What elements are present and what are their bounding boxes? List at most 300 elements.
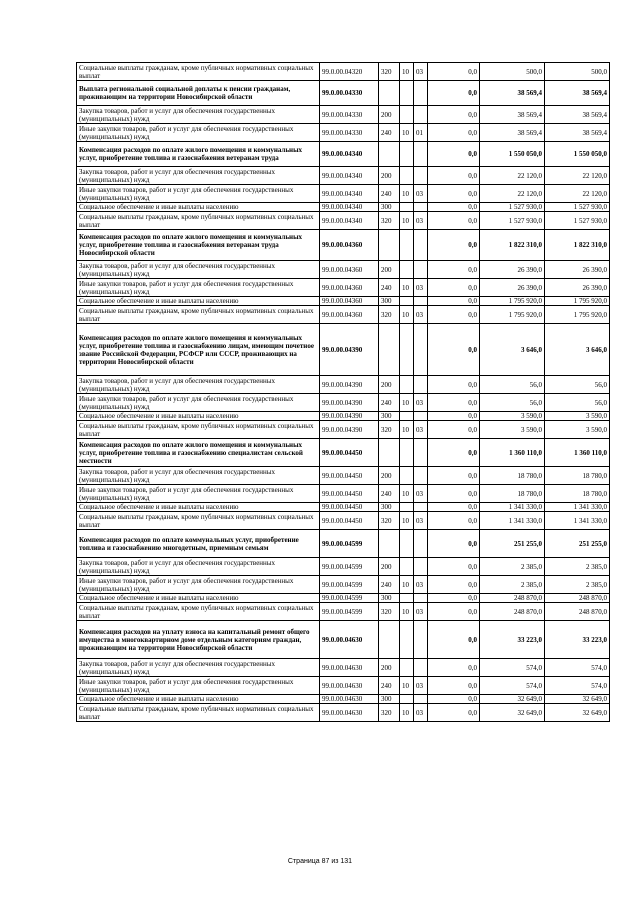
row-subsection — [414, 324, 428, 376]
table-row — [77, 106, 610, 124]
row-value-2: 574,0 — [480, 659, 545, 677]
row-expense-type: 240 — [379, 677, 400, 695]
row-value-3: 38 569,4 — [545, 106, 610, 124]
row-value-2: 32 649,0 — [480, 704, 545, 722]
row-expense-type: 300 — [379, 503, 400, 512]
row-code: 99.0.00.04320 — [320, 63, 379, 81]
row-value-2: 18 780,0 — [480, 485, 545, 503]
row-value-1: 0,0 — [428, 621, 480, 659]
row-section — [400, 142, 414, 167]
row-value-3: 26 390,0 — [545, 279, 610, 297]
row-code: 99.0.00.04340 — [320, 142, 379, 167]
row-value-2: 38 569,4 — [480, 124, 545, 142]
row-value-3: 22 120,0 — [545, 167, 610, 185]
row-value-1: 0,0 — [428, 594, 480, 603]
row-code: 99.0.00.04360 — [320, 261, 379, 279]
row-section — [400, 376, 414, 394]
row-value-3: 248 870,0 — [545, 594, 610, 603]
row-code: 99.0.00.04340 — [320, 167, 379, 185]
row-code: 99.0.00.04450 — [320, 512, 379, 530]
row-value-3: 38 569,4 — [545, 81, 610, 106]
row-section: 10 — [400, 421, 414, 439]
row-expense-type — [379, 142, 400, 167]
row-expense-type: 200 — [379, 558, 400, 576]
row-value-3: 3 590,0 — [545, 421, 610, 439]
row-expense-type: 320 — [379, 421, 400, 439]
row-expense-type: 240 — [379, 185, 400, 203]
table-row — [77, 503, 610, 512]
row-subsection — [414, 412, 428, 421]
row-section: 10 — [400, 124, 414, 142]
row-code: 99.0.00.04360 — [320, 297, 379, 306]
row-code: 99.0.00.04390 — [320, 376, 379, 394]
row-value-1: 0,0 — [428, 659, 480, 677]
row-value-3: 2 385,0 — [545, 558, 610, 576]
table-row — [77, 621, 610, 659]
row-expense-type: 300 — [379, 594, 400, 603]
row-value-3: 38 569,4 — [545, 124, 610, 142]
row-code: 99.0.00.04340 — [320, 185, 379, 203]
row-name: Иные закупки товаров, работ и услуг для обеспечения государственных (муниципальных) нужд — [77, 576, 320, 594]
row-subsection: 03 — [414, 512, 428, 530]
table-row — [77, 558, 610, 576]
row-code: 99.0.00.04599 — [320, 530, 379, 558]
row-value-1: 0,0 — [428, 212, 480, 230]
row-name: Закупка товаров, работ и услуг для обеспечения государственных (муниципальных) нужд — [77, 659, 320, 677]
row-expense-type — [379, 530, 400, 558]
row-section — [400, 297, 414, 306]
row-subsection — [414, 621, 428, 659]
row-value-1: 0,0 — [428, 185, 480, 203]
row-subsection — [414, 695, 428, 704]
row-section: 10 — [400, 212, 414, 230]
row-section: 10 — [400, 279, 414, 297]
page-number: Страница 87 из 131 — [287, 858, 353, 865]
row-expense-type: 200 — [379, 167, 400, 185]
row-section — [400, 558, 414, 576]
row-code: 99.0.00.04599 — [320, 603, 379, 621]
row-value-3: 248 870,0 — [545, 603, 610, 621]
row-code: 99.0.00.04360 — [320, 279, 379, 297]
row-value-2: 1 822 310,0 — [480, 230, 545, 261]
row-name: Выплата региональной социальной доплаты к пенсии гражданам, проживающим на территории Новосибирской области — [77, 81, 320, 106]
row-section — [400, 203, 414, 212]
row-code: 99.0.00.04630 — [320, 621, 379, 659]
row-section: 10 — [400, 576, 414, 594]
table-row — [77, 594, 610, 603]
row-code: 99.0.00.04340 — [320, 212, 379, 230]
row-value-3: 56,0 — [545, 376, 610, 394]
row-section — [400, 695, 414, 704]
row-section: 10 — [400, 185, 414, 203]
row-subsection: 03 — [414, 212, 428, 230]
row-value-2: 1 360 110,0 — [480, 439, 545, 467]
row-subsection: 03 — [414, 394, 428, 412]
row-name: Закупка товаров, работ и услуг для обеспечения государственных (муниципальных) нужд — [77, 261, 320, 279]
row-value-3: 1 527 930,0 — [545, 203, 610, 212]
table-body — [77, 63, 610, 722]
row-name: Иные закупки товаров, работ и услуг для обеспечения государственных (муниципальных) нужд — [77, 124, 320, 142]
row-value-2: 3 590,0 — [480, 421, 545, 439]
row-subsection — [414, 376, 428, 394]
row-name: Социальные выплаты гражданам, кроме публичных нормативных социальных выплат — [77, 212, 320, 230]
row-section — [400, 594, 414, 603]
table-row — [77, 306, 610, 324]
row-subsection: 03 — [414, 63, 428, 81]
row-code: 99.0.00.04630 — [320, 695, 379, 704]
row-code: 99.0.00.04630 — [320, 704, 379, 722]
table-row — [77, 677, 610, 695]
row-subsection — [414, 297, 428, 306]
row-subsection: 03 — [414, 576, 428, 594]
row-value-2: 22 120,0 — [480, 185, 545, 203]
row-name: Компенсация расходов по оплате жилого помещения и коммунальных услуг, приобретение топлива и газоснабжению лицам, имеющим почетное звание Российской Федерации, РСФСР или СССР, проживающих на территории Новосибирской области — [77, 324, 320, 376]
row-value-3: 251 255,0 — [545, 530, 610, 558]
table-row — [77, 279, 610, 297]
row-value-1: 0,0 — [428, 261, 480, 279]
row-expense-type: 320 — [379, 306, 400, 324]
row-code: 99.0.00.04630 — [320, 677, 379, 695]
row-subsection — [414, 106, 428, 124]
row-subsection: 03 — [414, 185, 428, 203]
row-code: 99.0.00.04450 — [320, 467, 379, 485]
row-section — [400, 503, 414, 512]
row-value-3: 574,0 — [545, 659, 610, 677]
row-code: 99.0.00.04599 — [320, 594, 379, 603]
row-name: Закупка товаров, работ и услуг для обеспечения государственных (муниципальных) нужд — [77, 467, 320, 485]
table-row — [77, 124, 610, 142]
row-expense-type: 200 — [379, 467, 400, 485]
row-name: Иные закупки товаров, работ и услуг для обеспечения государственных (муниципальных) нужд — [77, 279, 320, 297]
row-code: 99.0.00.04599 — [320, 576, 379, 594]
row-subsection — [414, 594, 428, 603]
row-section — [400, 659, 414, 677]
row-value-1: 0,0 — [428, 279, 480, 297]
row-section — [400, 324, 414, 376]
row-name: Социальные выплаты гражданам, кроме публичных нормативных социальных выплат — [77, 603, 320, 621]
table-row — [77, 167, 610, 185]
table-row — [77, 659, 610, 677]
row-expense-type: 300 — [379, 297, 400, 306]
budget-table — [76, 62, 610, 722]
row-expense-type: 200 — [379, 106, 400, 124]
row-section: 10 — [400, 63, 414, 81]
table-row — [77, 695, 610, 704]
row-subsection — [414, 203, 428, 212]
row-section — [400, 261, 414, 279]
row-subsection — [414, 503, 428, 512]
row-section — [400, 106, 414, 124]
row-value-2: 500,0 — [480, 63, 545, 81]
row-value-1: 0,0 — [428, 485, 480, 503]
row-value-2: 248 870,0 — [480, 594, 545, 603]
row-code: 99.0.00.04360 — [320, 230, 379, 261]
row-expense-type — [379, 230, 400, 261]
row-code: 99.0.00.04630 — [320, 659, 379, 677]
row-expense-type: 200 — [379, 376, 400, 394]
row-value-1: 0,0 — [428, 394, 480, 412]
row-name: Иные закупки товаров, работ и услуг для обеспечения государственных (муниципальных) нужд — [77, 677, 320, 695]
table-row — [77, 142, 610, 167]
row-value-3: 1 341 330,0 — [545, 503, 610, 512]
table-row — [77, 421, 610, 439]
row-name: Социальные выплаты гражданам, кроме публичных нормативных социальных выплат — [77, 421, 320, 439]
row-expense-type: 320 — [379, 704, 400, 722]
table-row — [77, 412, 610, 421]
row-value-2: 574,0 — [480, 677, 545, 695]
row-code: 99.0.00.04330 — [320, 106, 379, 124]
table-row — [77, 485, 610, 503]
row-value-3: 500,0 — [545, 63, 610, 81]
row-name: Социальное обеспечение и иные выплаты населению — [77, 203, 320, 212]
row-code: 99.0.00.04330 — [320, 81, 379, 106]
row-value-2: 1 550 050,0 — [480, 142, 545, 167]
row-subsection: 03 — [414, 704, 428, 722]
table-row — [77, 467, 610, 485]
row-name: Компенсация расходов по оплате жилого помещения и коммунальных услуг, приобретение топлива и газоснабжению специалистам сельской местности — [77, 439, 320, 467]
row-value-1: 0,0 — [428, 503, 480, 512]
row-code: 99.0.00.04450 — [320, 503, 379, 512]
table-row — [77, 212, 610, 230]
row-name: Закупка товаров, работ и услуг для обеспечения государственных (муниципальных) нужд — [77, 167, 320, 185]
row-value-1: 0,0 — [428, 512, 480, 530]
row-value-2: 56,0 — [480, 394, 545, 412]
row-expense-type: 240 — [379, 394, 400, 412]
row-value-1: 0,0 — [428, 467, 480, 485]
row-subsection — [414, 558, 428, 576]
row-value-2: 2 385,0 — [480, 576, 545, 594]
row-name: Иные закупки товаров, работ и услуг для обеспечения государственных (муниципальных) нужд — [77, 394, 320, 412]
row-value-1: 0,0 — [428, 306, 480, 324]
row-value-2: 1 795 920,0 — [480, 297, 545, 306]
row-name: Закупка товаров, работ и услуг для обеспечения государственных (муниципальных) нужд — [77, 376, 320, 394]
row-subsection: 03 — [414, 603, 428, 621]
row-name: Закупка товаров, работ и услуг для обеспечения государственных (муниципальных) нужд — [77, 558, 320, 576]
row-name: Социальные выплаты гражданам, кроме публичных нормативных социальных выплат — [77, 63, 320, 81]
row-expense-type: 320 — [379, 63, 400, 81]
row-value-1: 0,0 — [428, 677, 480, 695]
row-section — [400, 467, 414, 485]
row-section — [400, 81, 414, 106]
row-value-2: 251 255,0 — [480, 530, 545, 558]
row-code: 99.0.00.04450 — [320, 439, 379, 467]
row-section — [400, 530, 414, 558]
row-section: 10 — [400, 704, 414, 722]
table-row — [77, 261, 610, 279]
table-row — [77, 439, 610, 467]
row-value-3: 1 550 050,0 — [545, 142, 610, 167]
row-section: 10 — [400, 512, 414, 530]
table-row — [77, 63, 610, 81]
row-code: 99.0.00.04390 — [320, 394, 379, 412]
row-value-2: 1 795 920,0 — [480, 306, 545, 324]
row-value-3: 574,0 — [545, 677, 610, 695]
row-name: Социальное обеспечение и иные выплаты населению — [77, 695, 320, 704]
row-expense-type: 320 — [379, 212, 400, 230]
table-row — [77, 603, 610, 621]
row-value-2: 26 390,0 — [480, 279, 545, 297]
row-value-1: 0,0 — [428, 324, 480, 376]
row-value-3: 1 527 930,0 — [545, 212, 610, 230]
row-name: Иные закупки товаров, работ и услуг для обеспечения государственных (муниципальных) нужд — [77, 485, 320, 503]
row-expense-type: 200 — [379, 659, 400, 677]
row-value-3: 32 649,0 — [545, 704, 610, 722]
row-value-2: 1 341 330,0 — [480, 503, 545, 512]
row-code: 99.0.00.04390 — [320, 412, 379, 421]
row-expense-type: 300 — [379, 695, 400, 704]
row-value-2: 22 120,0 — [480, 167, 545, 185]
row-code: 99.0.00.04360 — [320, 306, 379, 324]
row-code: 99.0.00.04599 — [320, 558, 379, 576]
row-code: 99.0.00.04390 — [320, 421, 379, 439]
row-value-1: 0,0 — [428, 376, 480, 394]
table-row — [77, 203, 610, 212]
row-value-2: 18 780,0 — [480, 467, 545, 485]
row-name: Социальное обеспечение и иные выплаты населению — [77, 412, 320, 421]
table-row — [77, 81, 610, 106]
row-value-3: 1 360 110,0 — [545, 439, 610, 467]
row-value-3: 26 390,0 — [545, 261, 610, 279]
row-value-3: 1 822 310,0 — [545, 230, 610, 261]
table-row — [77, 185, 610, 203]
row-value-2: 3 646,0 — [480, 324, 545, 376]
row-expense-type: 240 — [379, 485, 400, 503]
row-section: 10 — [400, 306, 414, 324]
row-subsection: 03 — [414, 677, 428, 695]
row-value-3: 33 223,0 — [545, 621, 610, 659]
row-name: Компенсация расходов по оплате коммунальных услуг, приобретение топлива и газоснабжению многодетным, приемным семьям — [77, 530, 320, 558]
row-value-2: 33 223,0 — [480, 621, 545, 659]
row-expense-type — [379, 621, 400, 659]
row-section — [400, 621, 414, 659]
row-subsection: 03 — [414, 279, 428, 297]
row-expense-type: 240 — [379, 124, 400, 142]
row-name: Компенсация расходов по оплате жилого помещения и коммунальных услуг, приобретение топлива и газоснабжения ветеранам труда — [77, 142, 320, 167]
row-subsection: 03 — [414, 485, 428, 503]
row-code: 99.0.00.04390 — [320, 324, 379, 376]
row-expense-type: 200 — [379, 261, 400, 279]
row-value-3: 2 385,0 — [545, 576, 610, 594]
row-name: Социальные выплаты гражданам, кроме публичных нормативных социальных выплат — [77, 306, 320, 324]
row-value-1: 0,0 — [428, 558, 480, 576]
table-row — [77, 297, 610, 306]
row-expense-type: 300 — [379, 412, 400, 421]
row-value-1: 0,0 — [428, 81, 480, 106]
row-value-1: 0,0 — [428, 124, 480, 142]
row-value-2: 38 569,4 — [480, 106, 545, 124]
row-value-1: 0,0 — [428, 63, 480, 81]
row-subsection — [414, 230, 428, 261]
row-value-1: 0,0 — [428, 412, 480, 421]
row-value-1: 0,0 — [428, 704, 480, 722]
row-value-2: 1 341 330,0 — [480, 512, 545, 530]
row-value-3: 1 341 330,0 — [545, 512, 610, 530]
row-expense-type: 300 — [379, 203, 400, 212]
row-value-1: 0,0 — [428, 421, 480, 439]
row-value-1: 0,0 — [428, 230, 480, 261]
row-value-3: 18 780,0 — [545, 467, 610, 485]
row-value-1: 0,0 — [428, 297, 480, 306]
row-name: Социальные выплаты гражданам, кроме публичных нормативных социальных выплат — [77, 704, 320, 722]
row-subsection — [414, 659, 428, 677]
row-value-1: 0,0 — [428, 142, 480, 167]
row-name: Социальное обеспечение и иные выплаты населению — [77, 297, 320, 306]
row-name: Компенсация расходов по оплате жилого помещения и коммунальных услуг, приобретение топлива и газоснабжения ветеранам труда Новосибирской области — [77, 230, 320, 261]
table-row — [77, 394, 610, 412]
row-name: Социальное обеспечение и иные выплаты населению — [77, 594, 320, 603]
row-name: Иные закупки товаров, работ и услуг для обеспечения государственных (муниципальных) нужд — [77, 185, 320, 203]
table-row — [77, 324, 610, 376]
row-section — [400, 167, 414, 185]
row-value-2: 2 385,0 — [480, 558, 545, 576]
table-row — [77, 376, 610, 394]
row-value-2: 1 527 930,0 — [480, 203, 545, 212]
row-value-1: 0,0 — [428, 603, 480, 621]
table-row — [77, 230, 610, 261]
row-expense-type: 320 — [379, 512, 400, 530]
row-section — [400, 230, 414, 261]
row-value-2: 248 870,0 — [480, 603, 545, 621]
row-value-1: 0,0 — [428, 695, 480, 704]
row-section — [400, 412, 414, 421]
row-subsection — [414, 439, 428, 467]
row-name: Социальное обеспечение и иные выплаты населению — [77, 503, 320, 512]
row-value-2: 32 649,0 — [480, 695, 545, 704]
row-value-2: 38 569,4 — [480, 81, 545, 106]
row-value-2: 1 527 930,0 — [480, 212, 545, 230]
row-subsection — [414, 261, 428, 279]
row-name: Компенсация расходов на уплату взноса на капитальный ремонт общего имущества в многоквартирном доме отдельным категориям граждан, проживающим на территории Новосибирской области — [77, 621, 320, 659]
row-value-3: 32 649,0 — [545, 695, 610, 704]
row-value-3: 22 120,0 — [545, 185, 610, 203]
row-section: 10 — [400, 485, 414, 503]
row-code: 99.0.00.04340 — [320, 203, 379, 212]
row-value-1: 0,0 — [428, 439, 480, 467]
row-expense-type — [379, 324, 400, 376]
row-value-3: 1 795 920,0 — [545, 306, 610, 324]
row-subsection: 03 — [414, 306, 428, 324]
row-section: 10 — [400, 603, 414, 621]
row-expense-type — [379, 439, 400, 467]
row-value-2: 56,0 — [480, 376, 545, 394]
row-subsection — [414, 530, 428, 558]
row-section — [400, 439, 414, 467]
row-value-3: 56,0 — [545, 394, 610, 412]
row-subsection: 01 — [414, 124, 428, 142]
row-name: Социальные выплаты гражданам, кроме публичных нормативных социальных выплат — [77, 512, 320, 530]
row-value-3: 3 646,0 — [545, 324, 610, 376]
row-subsection — [414, 142, 428, 167]
row-value-1: 0,0 — [428, 203, 480, 212]
row-subsection — [414, 467, 428, 485]
row-value-3: 18 780,0 — [545, 485, 610, 503]
row-subsection: 03 — [414, 421, 428, 439]
row-code: 99.0.00.04450 — [320, 485, 379, 503]
row-value-1: 0,0 — [428, 106, 480, 124]
row-section: 10 — [400, 677, 414, 695]
row-value-1: 0,0 — [428, 530, 480, 558]
row-subsection — [414, 81, 428, 106]
row-value-1: 0,0 — [428, 167, 480, 185]
row-section: 10 — [400, 394, 414, 412]
row-value-2: 26 390,0 — [480, 261, 545, 279]
row-value-2: 3 590,0 — [480, 412, 545, 421]
row-expense-type: 240 — [379, 279, 400, 297]
row-subsection — [414, 167, 428, 185]
row-expense-type — [379, 81, 400, 106]
table-row — [77, 512, 610, 530]
table-row — [77, 530, 610, 558]
